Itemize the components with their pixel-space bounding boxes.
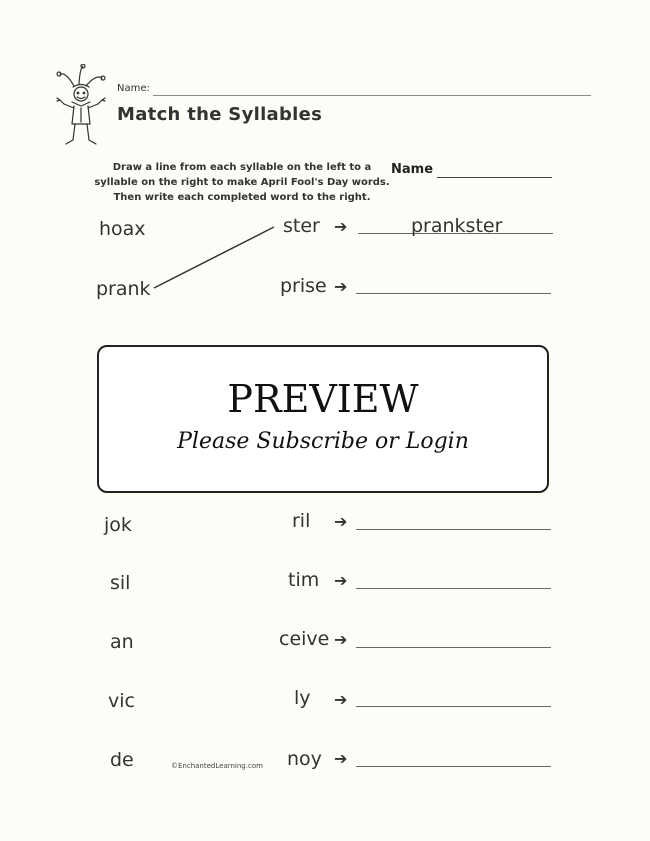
preview-subtitle[interactable]: Please Subscribe or Login	[177, 429, 469, 454]
left-syllable: sil	[110, 572, 131, 594]
example-match-line	[150, 222, 280, 294]
arrow-right-icon: ➔	[334, 630, 348, 649]
worksheet-name-line[interactable]	[437, 177, 552, 178]
preview-title: PREVIEW	[227, 377, 419, 421]
arrow-right-icon: ➔	[334, 571, 348, 590]
right-syllable: noy	[287, 748, 322, 770]
right-syllable: ceive	[279, 628, 330, 650]
right-syllable: ster	[283, 215, 320, 237]
name-underline[interactable]	[153, 95, 591, 96]
copyright-text: ©EnchantedLearning.com	[171, 762, 263, 770]
arrow-right-icon: ➔	[334, 749, 348, 768]
arrow-right-icon: ➔	[334, 217, 348, 236]
example-answer: prankster	[411, 215, 503, 237]
answer-line[interactable]	[356, 647, 551, 648]
right-syllable: prise	[280, 275, 327, 297]
left-syllable: jok	[104, 514, 132, 536]
worksheet-name-label: Name	[391, 162, 434, 177]
instructions: Draw a line from each syllable on the left to a syllable on the right to make April Fool's Day words. Then write each completed word to the right.	[94, 162, 390, 203]
preview-overlay[interactable]	[97, 345, 549, 493]
answer-line[interactable]	[356, 766, 551, 767]
right-syllable: ly	[294, 687, 311, 709]
arrow-right-icon: ➔	[334, 512, 348, 531]
arrow-right-icon: ➔	[334, 690, 348, 709]
right-syllable: ril	[292, 510, 311, 532]
left-syllable: prank	[96, 278, 151, 300]
left-syllable: hoax	[99, 218, 146, 240]
arrow-right-icon: ➔	[334, 277, 348, 296]
answer-line[interactable]	[356, 588, 551, 589]
answer-line[interactable]	[356, 293, 551, 294]
left-syllable: de	[110, 749, 134, 771]
page-title: Match the Syllables	[117, 104, 323, 125]
left-syllable: vic	[108, 690, 135, 712]
jester-illustration	[52, 64, 114, 148]
answer-line[interactable]	[356, 706, 551, 707]
right-syllable: tim	[288, 569, 320, 591]
left-syllable: an	[110, 631, 134, 653]
name-label: Name:	[117, 83, 150, 94]
answer-line[interactable]	[356, 529, 551, 530]
